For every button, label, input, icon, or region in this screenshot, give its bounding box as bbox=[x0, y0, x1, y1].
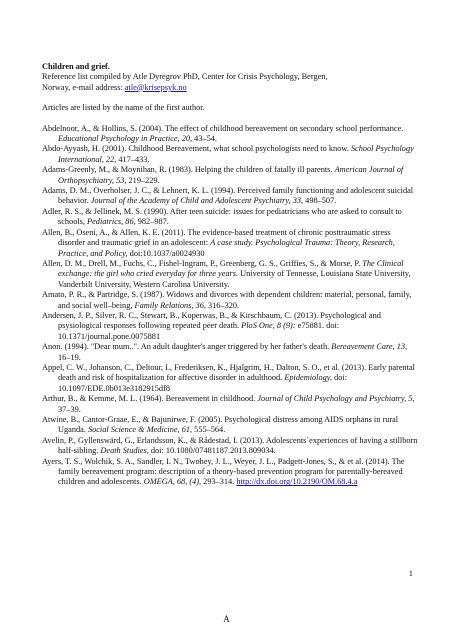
reference-tail: 219–229. bbox=[126, 175, 160, 185]
footer-letter: A bbox=[223, 614, 230, 624]
reference-text: Avelin, P., Gyllenswärd, G., Erlandsson, K., & Rådestad, I. (2013). Adolescents`experiences of having a stillborn half-sibling. bbox=[42, 435, 418, 456]
contact-prefix: Norway, e-mail address: bbox=[42, 82, 125, 92]
reference-text: Allen, D. M., Drell, M., Fuchs, C., Fishel-Ingram, P., Greenberg, G. S., Griffies, S., & Morse, P. bbox=[42, 258, 363, 268]
reference-source: Epidemiology, bbox=[284, 373, 333, 383]
reference-tail: 293–314. bbox=[201, 477, 235, 487]
reference-tail: e75881. doi: 10.1371/journal.pone.0075881 bbox=[58, 321, 340, 341]
doi-link[interactable]: http://dx.doi.org/10.2190/OM.68.4.a bbox=[236, 477, 358, 487]
reference-tail: 498–507. bbox=[303, 196, 337, 206]
ordering-note: Articles are listed by the name of the first author. bbox=[42, 103, 205, 113]
reference-text: Amato, P. R., & Partridge, S. (1987). Widows and divorces with dependent children: material, personal, family, and social well–being, bbox=[42, 290, 412, 310]
reference-source: Death Studies, bbox=[100, 446, 149, 456]
reference-entry bbox=[42, 457, 418, 488]
reference-text: Abdelnoor, A., & Hollins, S. (2004). The effect of childhood bereavement on secondary school performance. bbox=[42, 123, 404, 133]
reference-text: Appel, C. W., Johanson, C., Deltour, I., Frederiksen, K., Hjalgrim, H., Dalton, S. O., et al. (2013). Early parental death and risk of hospitalization for affective disorder in adulthood. bbox=[42, 362, 415, 383]
reference-source: School Psychology International, 22, bbox=[58, 144, 414, 164]
reference-tail: 43–54. bbox=[192, 134, 217, 144]
reference-list bbox=[42, 124, 418, 488]
reference-tail: University of Tennesse, Louisiana State University, Vanderbilt University, Western Carolina University. bbox=[58, 269, 411, 289]
reference-entry bbox=[42, 124, 418, 145]
reference-entry bbox=[42, 394, 418, 415]
reference-entry bbox=[42, 363, 418, 394]
reference-source: Family Relations, 36, bbox=[134, 300, 206, 310]
reference-entry bbox=[42, 311, 418, 342]
reference-entry bbox=[42, 342, 418, 363]
reference-tail: 982–987. bbox=[135, 217, 169, 227]
reference-tail: 16–19. bbox=[58, 352, 81, 362]
reference-source: Journal of Child Psychology and Psychiatry, 5, bbox=[257, 394, 415, 404]
email-link[interactable]: atle@krisepsyk.no bbox=[124, 82, 187, 92]
reference-source: PloS One, 8 (9): bbox=[241, 321, 296, 331]
reference-entry bbox=[42, 415, 418, 436]
reference-tail: doi: 10.1097/EDE.0b013e3182915df8 bbox=[58, 373, 348, 393]
document-body bbox=[42, 62, 418, 488]
reference-entry bbox=[42, 165, 418, 186]
reference-source: Social Science & Medicine, 61, bbox=[87, 425, 193, 435]
reference-text: Anon. (1994). "Dear mum..". An adult daughter's anger triggered by her father's death. bbox=[42, 342, 332, 352]
reference-text: Atwine, B., Cantor-Graae, E., & Bajunirwe, F. (2005). Psychological distress among AIDS orphans in rural Uganda. bbox=[42, 415, 399, 435]
reference-tail: doi:10.1037/a0024930 bbox=[127, 248, 205, 258]
reference-source: Pediatrics, 86, bbox=[87, 217, 136, 227]
page-number: 1 bbox=[408, 568, 413, 578]
reference-entry bbox=[42, 186, 418, 207]
reference-entry bbox=[42, 207, 418, 228]
reference-entry bbox=[42, 259, 418, 290]
reference-entry bbox=[42, 228, 418, 259]
reference-text: Ayers, T. S., Wolchik, S. A., Sandler, I. N., Twohey, J. L., Weyer, J. L., Padgett-Jones, S., & et al. (2014). The family bereavement program: description of a theory-based prevention program for parentally-bereaved children and adolescents. bbox=[42, 456, 405, 487]
reference-source: Journal of the Academy of Child and Adolescent Psychiatry, 33, bbox=[90, 196, 304, 206]
reference-text: Adams, D. M., Overholser, J. C., & Lehnert, K. L. (1994). Perceived family functioning and adolescent suicidal behavior. bbox=[42, 186, 414, 206]
reference-source: Bereavement Care, 13, bbox=[331, 342, 408, 352]
reference-source: The Clinical exchange: the girl who cried everyday for three years. bbox=[58, 258, 404, 279]
contact-line bbox=[42, 83, 418, 93]
reference-entry bbox=[42, 290, 418, 311]
document-title: Children and grief. bbox=[42, 62, 110, 71]
reference-text: Adams-Greenly, M., & Moynihan, R. (1983). Helping the children of fatally ill parents. bbox=[42, 165, 335, 175]
reference-text: Abdo-Ayyash, H. (2001). Childhood Bereavement, what school psychologists need to know. bbox=[42, 144, 351, 154]
reference-source: Educational Psychology in Practice, 20, bbox=[58, 134, 193, 144]
reference-source: OMEGA, 68, (4), bbox=[143, 477, 202, 487]
reference-source: A case study. Psychological Trauma: Theory, Research, Practice, and Policy, bbox=[58, 238, 395, 258]
reference-tail: 555–564. bbox=[192, 425, 226, 435]
reference-entry bbox=[42, 144, 418, 165]
reference-text: Andersen, J. P., Silver, R. C., Stewart, B., Koperwas, B., & Kirschbaum, C. (2013). Psychological and psysiological responses following repeated peer death. bbox=[42, 310, 381, 331]
reference-tail: doi: 10.1080/07481187.2013.809034. bbox=[148, 446, 276, 456]
reference-tail: 316–320. bbox=[205, 300, 240, 310]
reference-text: Adler, R. S., & Jellinek, M. S. (1990). After teen suicide: issues for pediatricians who are asked to consult to schools, bbox=[42, 206, 402, 227]
reference-source: American Journal of Orthopsychiatry, 53, bbox=[58, 165, 404, 185]
reference-text: Allen, B., Oseni, A., & Allen, K. E. (2011). The evidence-based treatment of chronic posttraumatic stress disorder and traumatic grief in an adolescent: bbox=[42, 227, 391, 248]
reference-tail: 417–433. bbox=[116, 154, 150, 164]
reference-text: Arthur, B., & Kemme, M. L. (1964). Bereavement in childhood. bbox=[42, 394, 258, 404]
reference-tail: 37–39. bbox=[58, 404, 81, 414]
compiler-line: Reference list compiled by Atle Dyregrov PhD, Center for Crisis Psychology, Bergen, bbox=[42, 72, 328, 82]
reference-entry bbox=[42, 436, 418, 457]
